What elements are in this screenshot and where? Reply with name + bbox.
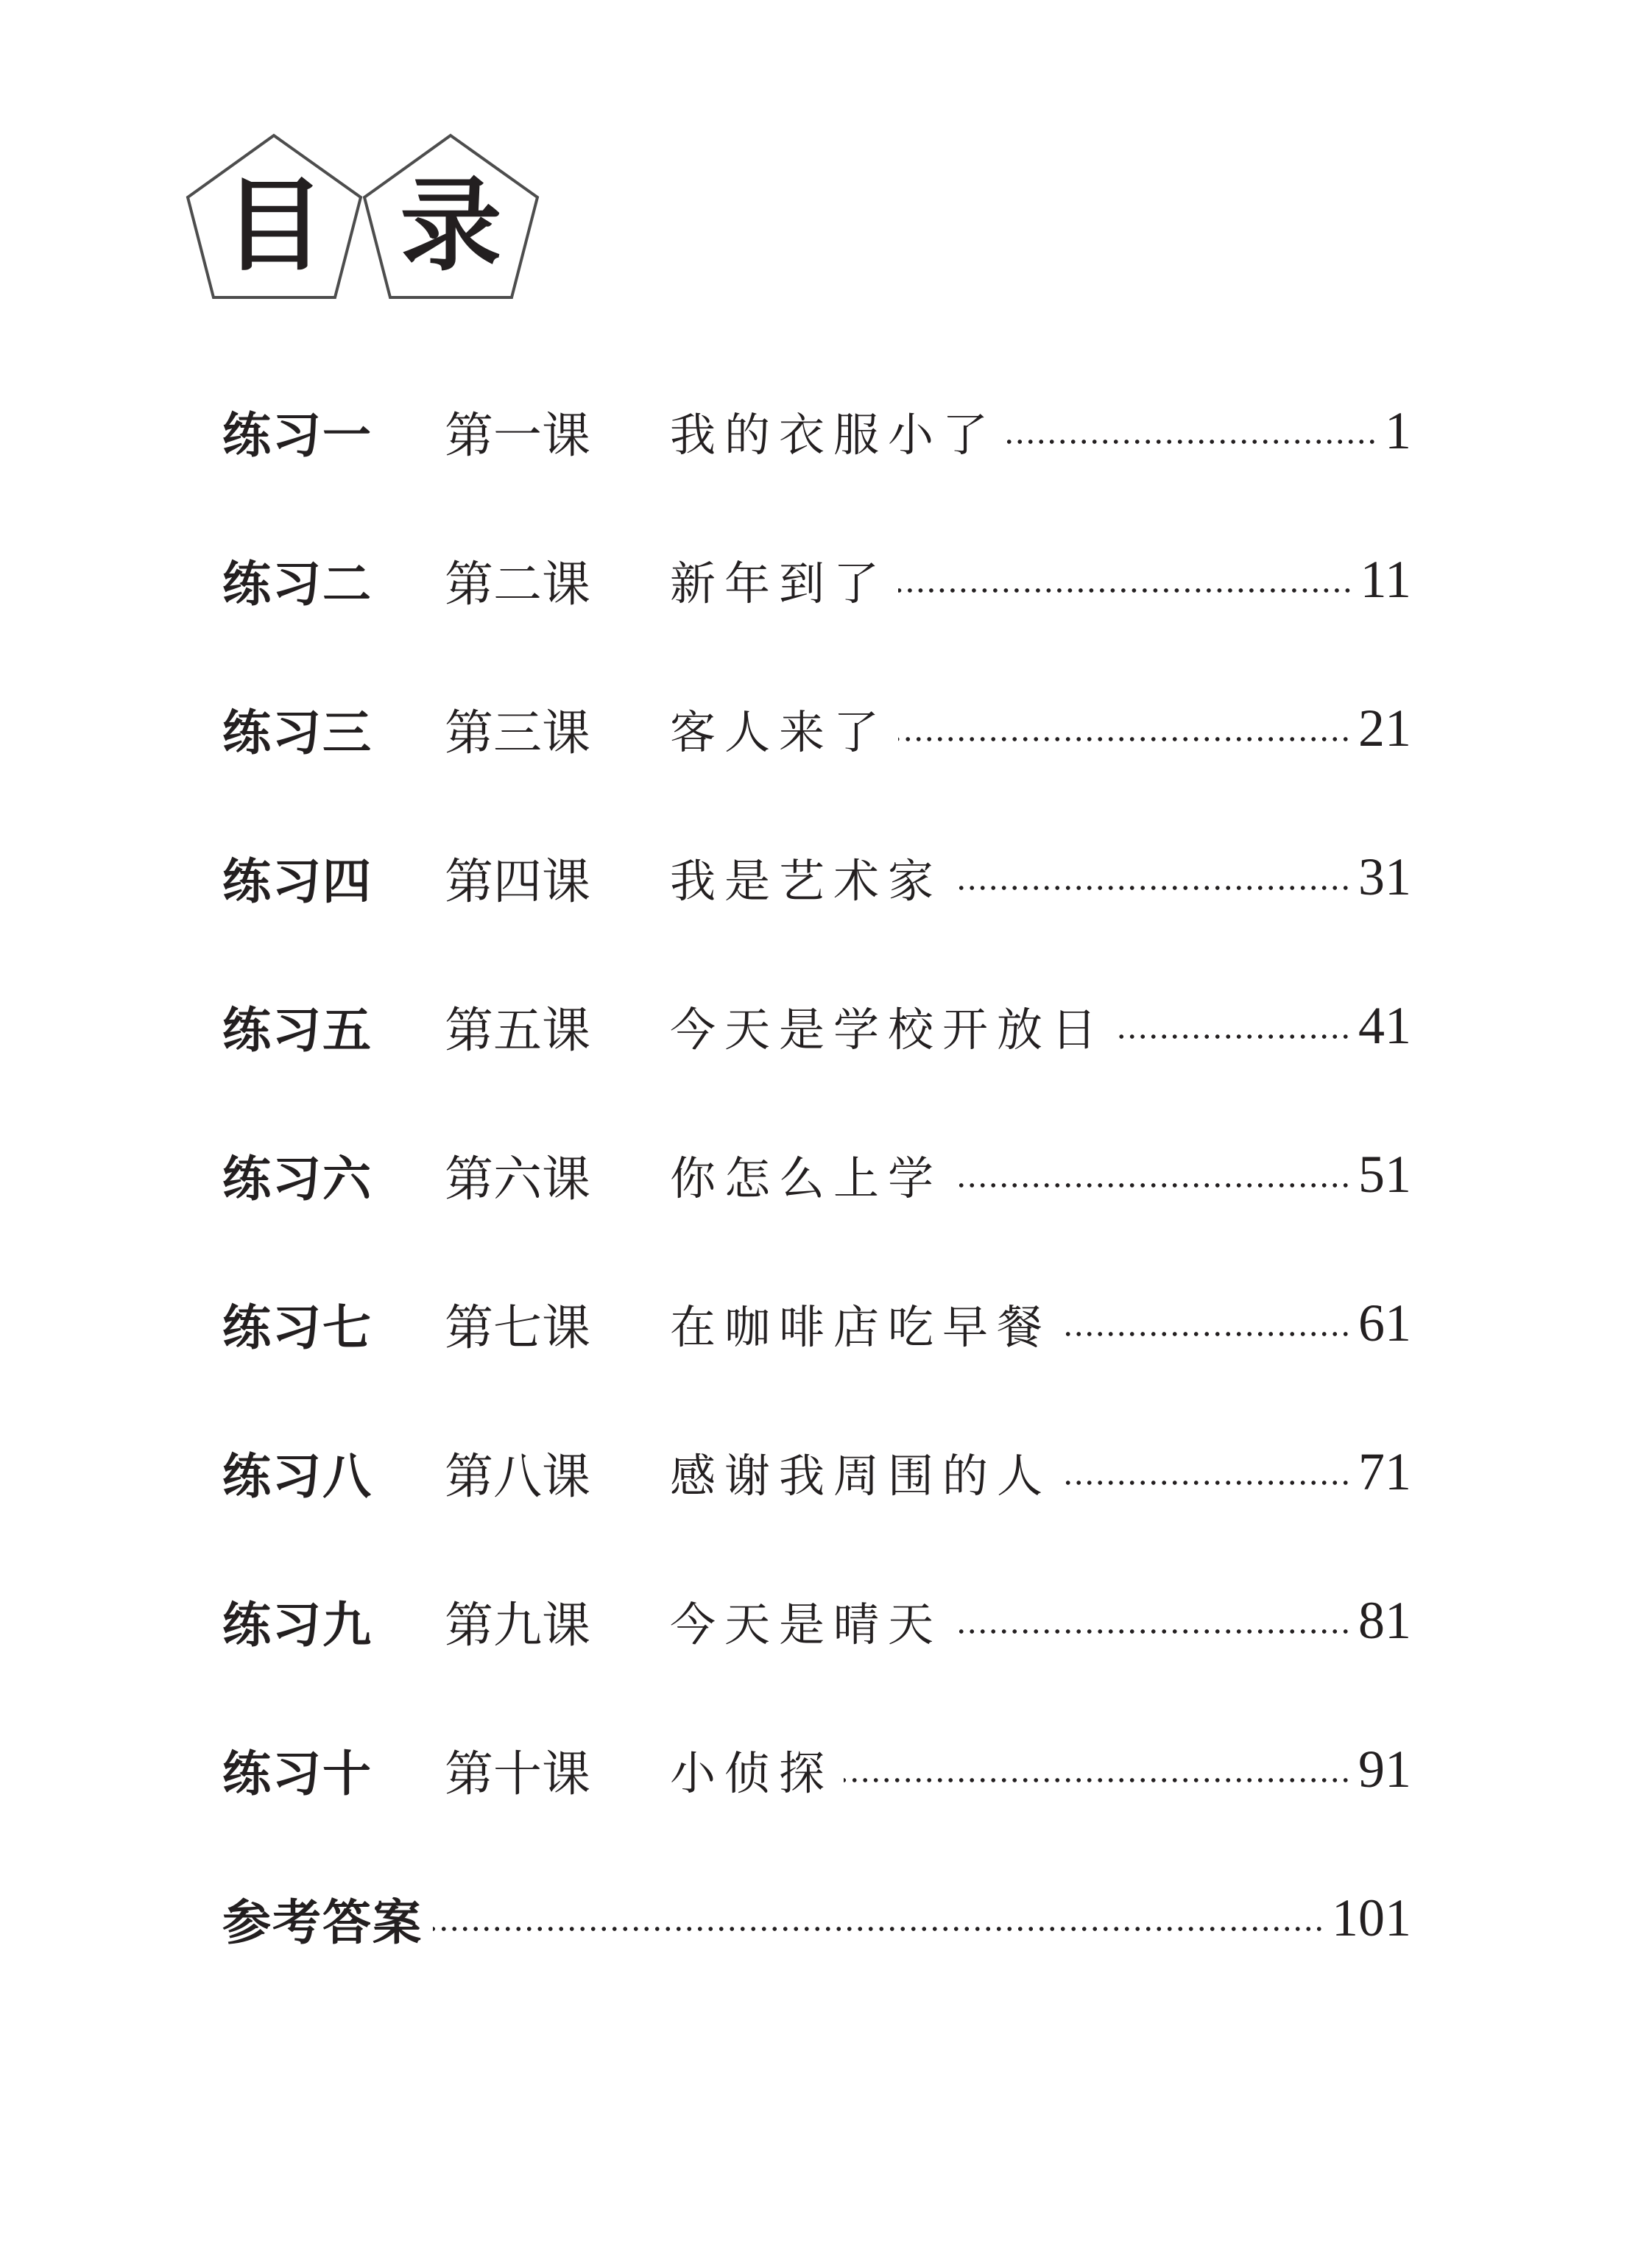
page-number: 51 (1358, 1144, 1411, 1204)
dot-leader (1062, 1481, 1351, 1485)
page-number: 91 (1358, 1739, 1411, 1799)
dot-leader (898, 737, 1351, 741)
page-number: 101 (1332, 1888, 1411, 1947)
dot-leader (898, 588, 1353, 593)
heading-char-1: 目 (223, 166, 325, 285)
exercise-label: 练习一 (222, 406, 373, 464)
lesson-title: 今天是晴天 (670, 1597, 943, 1651)
lesson-title: 你怎么上学 (670, 1151, 943, 1205)
lesson-label: 第一课 (445, 406, 590, 464)
lesson-label: 第八课 (445, 1447, 590, 1505)
lesson-title: 我是艺术家 (670, 853, 943, 908)
lesson-label: 第三课 (445, 704, 590, 761)
toc-entry[interactable] (222, 543, 1411, 616)
lesson-title: 客人来了 (670, 705, 889, 759)
page-number: 11 (1360, 549, 1411, 609)
lesson-title: 在咖啡店吃早餐 (670, 1299, 1052, 1354)
lesson-title: 小侦探 (670, 1746, 834, 1800)
lesson-label: 第四课 (445, 853, 590, 910)
dot-leader (953, 1629, 1351, 1634)
page-number: 31 (1358, 847, 1411, 906)
dot-leader (844, 1778, 1351, 1782)
exercise-label: 练习二 (222, 555, 373, 613)
exercise-label: 练习六 (222, 1150, 373, 1207)
exercise-label: 练习七 (222, 1299, 373, 1356)
dot-leader (1062, 1332, 1351, 1336)
exercise-label: 练习十 (222, 1745, 373, 1802)
exercise-label: 练习九 (222, 1596, 373, 1654)
page-number: 81 (1358, 1590, 1411, 1650)
lesson-label: 第五课 (445, 1001, 590, 1059)
page-number: 41 (1358, 995, 1411, 1055)
heading-pentagon-1 (184, 133, 364, 302)
dot-leader (1116, 1034, 1351, 1039)
lesson-label: 第二课 (445, 555, 590, 613)
toc-entry[interactable] (222, 691, 1411, 765)
toc-entry[interactable] (222, 1435, 1411, 1509)
dot-leader (953, 1183, 1351, 1188)
page-number: 71 (1358, 1442, 1411, 1501)
toc-entry[interactable] (222, 1732, 1411, 1806)
toc-entry[interactable] (222, 1286, 1411, 1360)
answers-label: 参考答案 (222, 1894, 423, 1951)
dot-leader (1007, 440, 1377, 444)
dot-leader (433, 1927, 1324, 1931)
lesson-label: 第六课 (445, 1150, 590, 1207)
lesson-label: 第九课 (445, 1596, 590, 1654)
lesson-title: 今天是学校开放日 (670, 1002, 1106, 1056)
lesson-label: 第十课 (445, 1745, 590, 1802)
lesson-title: 感谢我周围的人 (670, 1448, 1052, 1503)
heading-char-2: 录 (400, 166, 502, 285)
page-number: 21 (1358, 698, 1411, 758)
page-number: 1 (1385, 401, 1411, 460)
page-number: 61 (1358, 1293, 1411, 1352)
lesson-label: 第七课 (445, 1299, 590, 1356)
lesson-title: 我的衣服小了 (670, 407, 998, 462)
exercise-label: 练习五 (222, 1001, 373, 1059)
toc-heading (184, 133, 545, 302)
toc-entry[interactable] (222, 394, 1411, 468)
toc-entry[interactable] (222, 1137, 1411, 1211)
toc-entry[interactable] (222, 989, 1411, 1062)
exercise-label: 练习八 (222, 1447, 373, 1505)
toc-entry[interactable] (222, 840, 1411, 914)
toc-entry-answers[interactable] (222, 1881, 1411, 1955)
lesson-title: 新年到了 (670, 556, 889, 610)
exercise-label: 练习三 (222, 704, 373, 761)
toc-entry[interactable] (222, 1584, 1411, 1657)
dot-leader (953, 886, 1351, 890)
heading-pentagon-2 (361, 133, 541, 302)
exercise-label: 练习四 (222, 853, 373, 910)
